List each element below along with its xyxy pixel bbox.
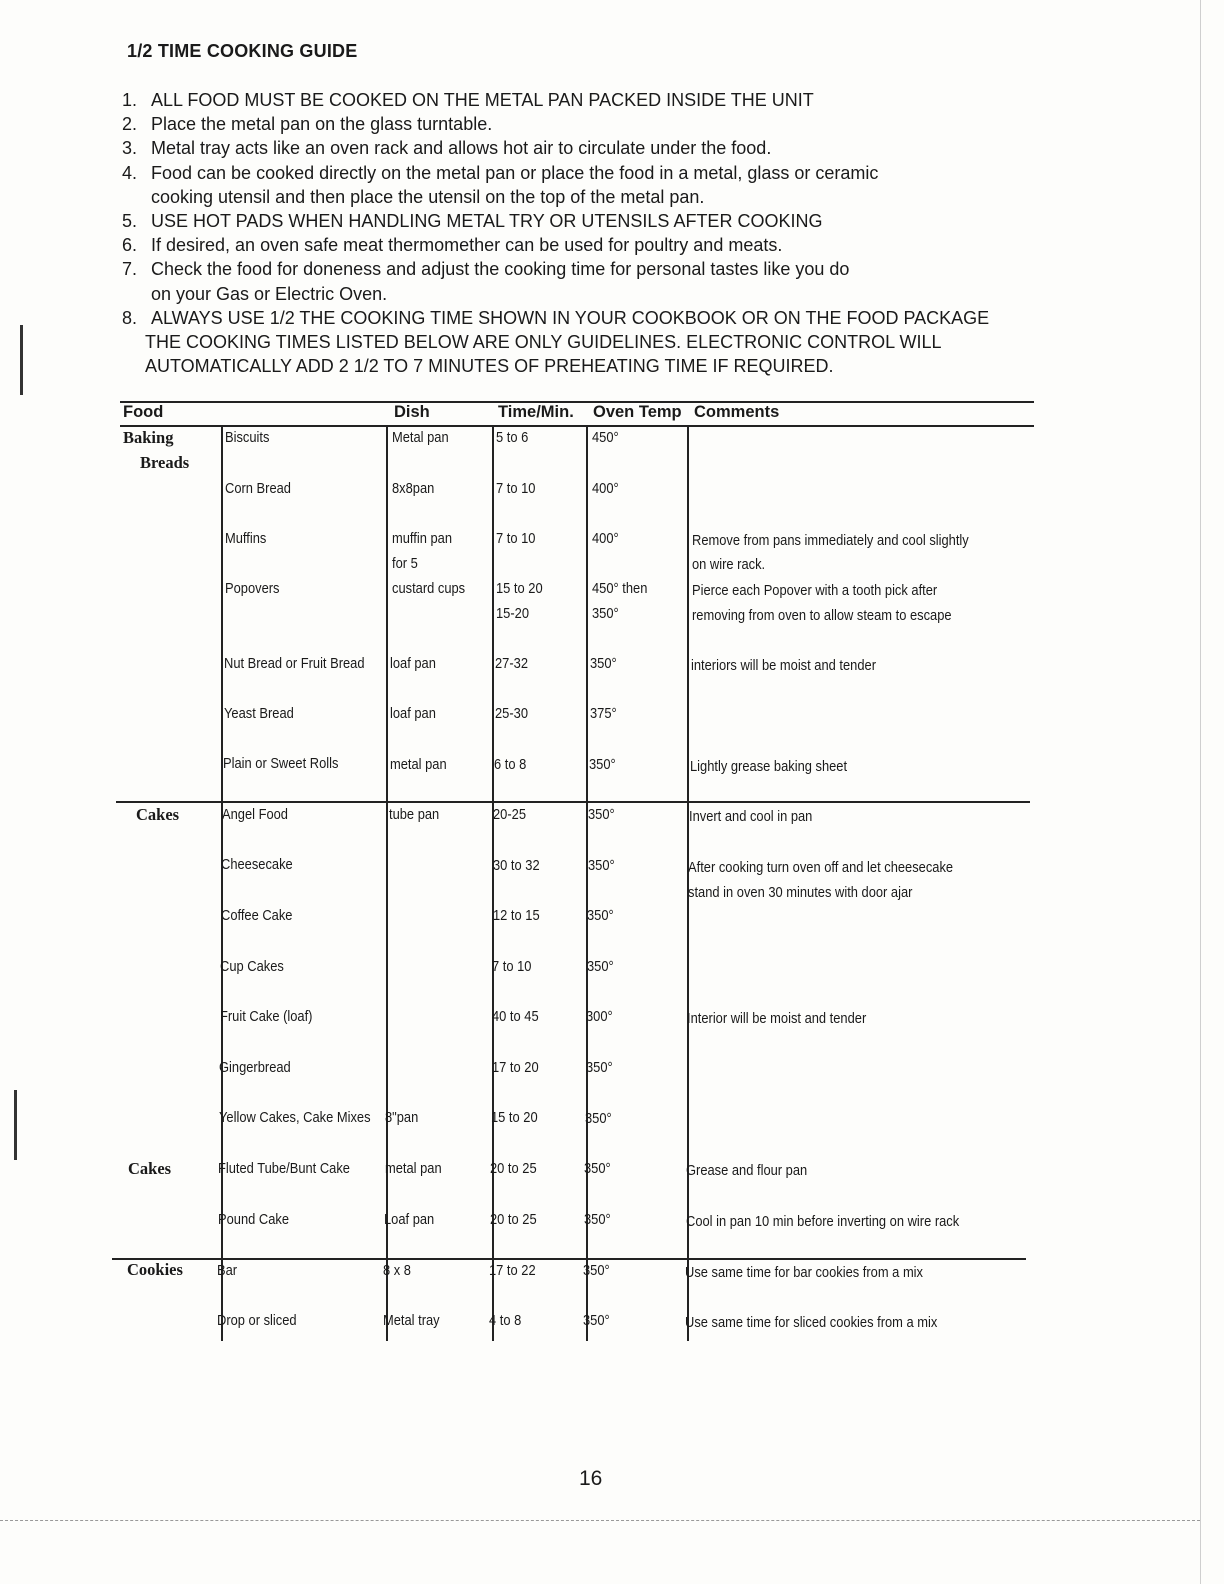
time-cell: 7 to 10 xyxy=(496,530,536,547)
comment-cell: Pierce each Popover with a tooth pick after xyxy=(692,582,938,599)
dish-cell: custard cups xyxy=(392,580,466,597)
food-cell: Nut Bread or Fruit Bread xyxy=(224,655,365,672)
temp-cell: 350° xyxy=(588,857,615,874)
comment-cell: interiors will be moist and tender xyxy=(691,657,876,674)
header-oven-temp: Oven Temp xyxy=(593,403,682,421)
column-rule-dish xyxy=(386,425,388,1341)
dish-cell: Loaf pan xyxy=(384,1211,435,1228)
instruction-item xyxy=(122,88,1022,112)
temp-cell: 350° xyxy=(584,1211,611,1228)
dish-cell: 8x8pan xyxy=(392,480,435,497)
temp-cell: 450° then xyxy=(592,580,648,597)
instruction-item xyxy=(122,330,1022,354)
instruction-number: 3. xyxy=(122,138,138,159)
column-rule-time xyxy=(492,425,494,1341)
dish-cell: 8"pan xyxy=(385,1109,419,1126)
temp-cell: 350° xyxy=(588,806,615,823)
dish-cell: Metal tray xyxy=(383,1312,440,1329)
scan-page-edge xyxy=(1200,0,1201,1584)
time-cell: 25-30 xyxy=(495,705,529,722)
dish-cell: tube pan xyxy=(389,806,440,823)
temp-cell: 350° xyxy=(583,1262,610,1279)
dish-cell: 8 x 8 xyxy=(383,1262,411,1279)
column-rule-temp xyxy=(586,425,588,1341)
time-cell: 20-25 xyxy=(493,806,527,823)
temp-cell: 300° xyxy=(586,1008,613,1025)
temp-cell: 350° xyxy=(589,756,616,773)
scan-binding-mark xyxy=(20,325,23,395)
food-cell: Pound Cake xyxy=(218,1211,290,1228)
page-number: 16 xyxy=(579,1467,603,1490)
instruction-number: 2. xyxy=(122,114,138,135)
scan-binding-mark xyxy=(14,1090,17,1160)
category-cakes: Cakes xyxy=(128,1159,172,1178)
column-rule-food xyxy=(221,425,223,1341)
temp-cell: 350° xyxy=(583,1312,610,1329)
comment-cell: After cooking turn oven off and let cheesecake xyxy=(688,859,954,876)
instruction-item xyxy=(122,354,1022,378)
food-cell: Fruit Cake (loaf) xyxy=(220,1008,313,1025)
instruction-number: 6. xyxy=(122,235,138,256)
category-cakes: Cakes xyxy=(136,805,180,824)
instruction-text: THE COOKING TIMES LISTED BELOW ARE ONLY GUIDELINES. ELECTRONIC CONTROL WILL xyxy=(145,332,942,353)
instruction-item xyxy=(122,136,1022,160)
dish-cell: metal pan xyxy=(390,756,447,773)
food-cell: Plain or Sweet Rolls xyxy=(223,755,339,772)
page-title: 1/2 TIME COOKING GUIDE xyxy=(127,41,358,61)
comment-cell: stand in oven 30 minutes with door ajar xyxy=(688,884,913,901)
header-dish: Dish xyxy=(394,403,430,421)
instruction-text: USE HOT PADS WHEN HANDLING METAL TRY OR UTENSILS AFTER COOKING xyxy=(151,211,823,232)
instruction-text: Place the metal pan on the glass turntable. xyxy=(151,114,493,135)
dish-cell: for 5 xyxy=(392,555,418,572)
instruction-item xyxy=(122,233,1022,257)
temp-cell: 350° xyxy=(584,1160,611,1177)
food-cell: Drop or sliced xyxy=(217,1312,297,1329)
category-baking: Baking xyxy=(123,428,174,447)
time-cell: 30 to 32 xyxy=(493,857,540,874)
comment-cell: Use same time for bar cookies from a mix xyxy=(685,1264,924,1281)
food-cell: Yellow Cakes, Cake Mixes xyxy=(219,1109,371,1126)
temp-cell: 400° xyxy=(592,530,619,547)
time-cell: 20 to 25 xyxy=(490,1211,537,1228)
instruction-text: Food can be cooked directly on the metal pan or place the food in a metal, glass or ceramic xyxy=(151,162,879,183)
temp-cell: 350° xyxy=(586,1059,613,1076)
food-cell: Yeast Bread xyxy=(224,705,294,722)
instruction-text: cooking utensil and then place the utensil on the top of the metal pan. xyxy=(151,186,705,207)
instruction-text: on your Gas or Electric Oven. xyxy=(151,283,388,304)
comment-cell: Interior will be moist and tender xyxy=(687,1010,867,1027)
time-cell: 7 to 10 xyxy=(496,480,536,497)
instruction-list xyxy=(122,88,1022,378)
temp-cell: 350° xyxy=(587,958,614,975)
category-breads: Breads xyxy=(140,453,190,472)
comment-cell: Lightly grease baking sheet xyxy=(690,758,848,775)
instruction-item xyxy=(122,209,1022,233)
instruction-number: 4. xyxy=(122,162,138,183)
comment-cell: Remove from pans immediately and cool slightly xyxy=(692,532,969,549)
footer-rule xyxy=(0,1520,1200,1522)
instruction-item xyxy=(122,185,1022,209)
food-cell: Fluted Tube/Bunt Cake xyxy=(218,1160,350,1177)
time-cell: 7 to 10 xyxy=(492,958,532,975)
comment-cell: on wire rack. xyxy=(692,556,766,573)
time-cell: 20 to 25 xyxy=(490,1160,537,1177)
instruction-text: ALWAYS USE 1/2 THE COOKING TIME SHOWN IN YOUR COOKBOOK OR ON THE FOOD PACKAGE xyxy=(151,307,990,328)
time-cell: 15 to 20 xyxy=(496,580,543,597)
time-cell: 27-32 xyxy=(495,655,529,672)
time-cell: 15-20 xyxy=(496,605,530,622)
time-cell: 15 to 20 xyxy=(491,1109,538,1126)
instruction-number: 1. xyxy=(122,90,138,110)
instruction-text: Metal tray acts like an oven rack and allows hot air to circulate under the food. xyxy=(151,138,772,159)
temp-cell: 350° xyxy=(585,1110,612,1127)
instruction-number: 7. xyxy=(122,259,138,280)
instruction-item xyxy=(122,282,1022,306)
dish-cell: Metal pan xyxy=(392,429,449,446)
time-cell: 17 to 20 xyxy=(492,1059,539,1076)
food-cell: Cup Cakes xyxy=(220,958,284,975)
time-cell: 5 to 6 xyxy=(496,429,529,446)
dish-cell: metal pan xyxy=(385,1160,442,1177)
food-cell: Cheesecake xyxy=(221,856,293,873)
table-top-rule xyxy=(120,401,1034,403)
instruction-number: 8. xyxy=(122,307,138,328)
category-cookies: Cookies xyxy=(127,1260,183,1279)
food-cell: Coffee Cake xyxy=(221,907,293,924)
instruction-item xyxy=(122,306,1022,330)
comment-cell: Grease and flour pan xyxy=(686,1162,808,1179)
comment-cell: removing from oven to allow steam to escape xyxy=(692,607,952,624)
food-cell: Gingerbread xyxy=(219,1059,291,1076)
cooking-guide-table xyxy=(112,401,1034,1341)
food-cell: Biscuits xyxy=(225,429,270,446)
food-cell: Angel Food xyxy=(222,806,288,823)
instruction-item xyxy=(122,257,1022,281)
dish-cell: loaf pan xyxy=(390,655,436,672)
header-comments: Comments xyxy=(694,403,780,421)
instruction-text: ALL FOOD MUST BE COOKED ON THE METAL PAN PACKED INSIDE THE UNIT xyxy=(151,90,814,110)
time-cell: 40 to 45 xyxy=(492,1008,539,1025)
time-cell: 4 to 8 xyxy=(489,1312,522,1329)
time-cell: 6 to 8 xyxy=(494,756,527,773)
food-cell: Muffins xyxy=(225,530,267,547)
comment-cell: Invert and cool in pan xyxy=(689,808,813,825)
instruction-text: Check the food for doneness and adjust the cooking time for personal tastes like you do xyxy=(151,259,850,280)
dish-cell: loaf pan xyxy=(390,705,436,722)
food-cell: Corn Bread xyxy=(225,480,291,497)
food-cell: Popovers xyxy=(225,580,280,597)
dish-cell: muffin pan xyxy=(392,530,453,547)
instruction-item xyxy=(122,161,1022,185)
temp-cell: 350° xyxy=(587,907,614,924)
comment-cell: Cool in pan 10 min before inverting on wire rack xyxy=(686,1213,960,1230)
comment-cell: Use same time for sliced cookies from a mix xyxy=(685,1314,938,1331)
temp-cell: 350° xyxy=(590,655,617,672)
food-cell: Bar xyxy=(217,1262,238,1279)
instruction-text: AUTOMATICALLY ADD 2 1/2 TO 7 MINUTES OF PREHEATING TIME IF REQUIRED. xyxy=(145,356,834,377)
instruction-item xyxy=(122,112,1022,136)
header-food: Food xyxy=(123,403,164,421)
instruction-number: 5. xyxy=(122,211,138,232)
time-cell: 17 to 22 xyxy=(489,1262,536,1279)
time-cell: 12 to 15 xyxy=(493,907,540,924)
temp-cell: 350° xyxy=(592,605,619,622)
header-time: Time/Min. xyxy=(498,403,574,421)
temp-cell: 400° xyxy=(592,480,619,497)
temp-cell: 450° xyxy=(592,429,619,446)
temp-cell: 375° xyxy=(590,705,617,722)
instruction-text: If desired, an oven safe meat thermomether can be used for poultry and meats. xyxy=(151,235,783,256)
